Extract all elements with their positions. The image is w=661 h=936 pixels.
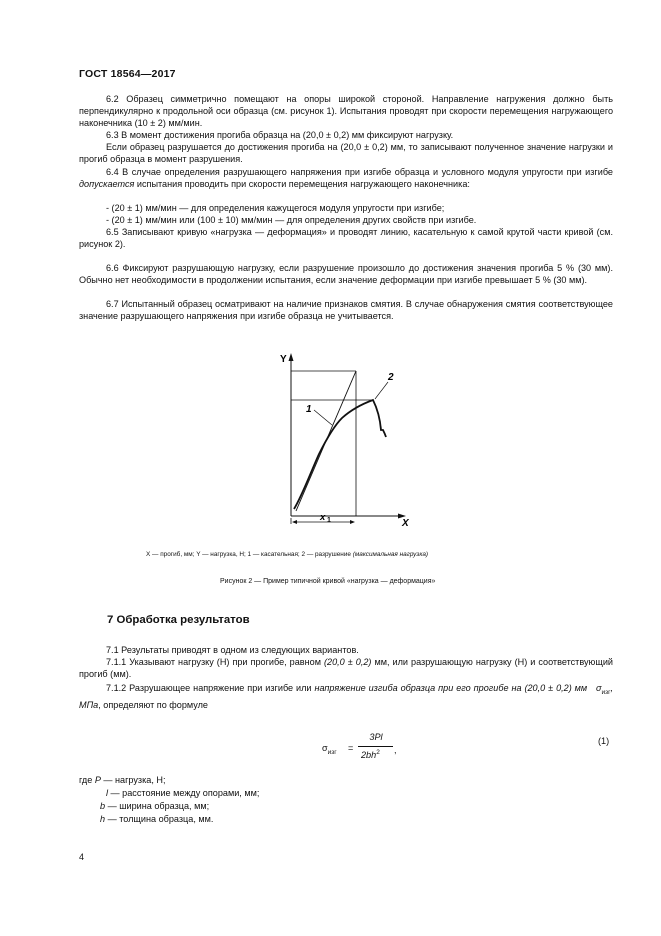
where-text-l: — расстояние между опорами, мм; <box>108 788 260 798</box>
where-symbol-b: b <box>100 801 106 811</box>
where-item-p <box>79 774 613 786</box>
y-axis-label: Y <box>280 354 287 365</box>
legend-italic: (максимальная нагрузка) <box>352 551 429 558</box>
p7-1-2-sigma: σ <box>596 683 602 693</box>
paragraph-6-5: 6.5 Записывают кривую «нагрузка — деформация» и проводят линию, касательную к самой крутой части кривой (см. рисунок 2). <box>79 227 613 250</box>
list-item-2: - (20 ± 1) мм/мин или (100 ± 10) мм/мин — для определения других свойств при изгибе. <box>106 215 477 225</box>
formula-comma: , <box>394 745 397 755</box>
fraction-bar <box>358 746 393 747</box>
formula-den-sup: 2 <box>376 749 380 756</box>
formula-eq: = <box>348 743 354 753</box>
label-1-leader <box>314 410 332 425</box>
section-7-title: 7 Обработка результатов <box>107 614 250 626</box>
p7-1-2-b: , определяют по формуле <box>98 699 208 710</box>
formula-lhs-sub: изг <box>327 748 337 756</box>
formula-denominator: 2bh <box>361 750 377 761</box>
x-axis-label: X <box>402 518 409 529</box>
label-2: 2 <box>388 372 394 383</box>
p7-1-2-unit: , МПа <box>79 683 613 710</box>
page-number: 4 <box>79 852 85 862</box>
figure-caption: Рисунок 2 — Пример типичной кривой «нагрузка — деформация» <box>220 578 436 585</box>
p6-4-post: испытания проводить при скорости перемещения нагружающего наконечника: <box>134 179 470 190</box>
where-text-p: — нагрузка, Н; <box>100 775 166 785</box>
formula-lhs: σ <box>322 743 328 753</box>
paragraph-6-3: 6.3 В момент достижения прогиба образца на (20,0 ± 0,2) мм фиксируют нагрузку. <box>106 130 454 140</box>
where-pre: где <box>79 775 95 785</box>
x1-arrow-right <box>350 520 355 524</box>
list-item-1: - (20 ± 1) мм/мин — для определения кажущегося модуля упругости при изгибе; <box>106 203 445 213</box>
x1-label: x <box>320 512 326 523</box>
p6-4-italic: допускается <box>79 179 135 190</box>
document-header: ГОСТ 18564—2017 <box>79 68 176 80</box>
where-symbol-p: P <box>94 775 101 785</box>
p7-1-2-sigma-sub: изг <box>601 688 611 696</box>
where-text-h: — толщина образца, мм. <box>105 814 214 824</box>
legend-text: X — прогиб, мм; Y — нагрузка, Н; 1 — касательная; 2 — разрушение <box>146 551 353 558</box>
load-deformation-curve <box>294 400 386 509</box>
p7-1-2-italic: напряжение изгиба образца при его прогибе на (20,0 ± 0,2) мм <box>314 683 588 693</box>
p7-1-1-b: мм, или разрушающую нагрузку (Н) и соответствующий прогиб (мм). <box>79 657 613 680</box>
paragraph-7-1-1 <box>79 656 613 680</box>
formula-1 <box>322 732 412 768</box>
paragraph-6-4 <box>79 166 613 190</box>
formula-number: (1) <box>598 736 610 746</box>
where-symbol-l: l <box>106 788 109 798</box>
where-symbol-h: h <box>100 814 106 824</box>
where-item-l <box>106 787 640 799</box>
paragraph-6-3-cont: Если образец разрушается до достижения прогиба на (20,0 ± 0,2) мм, то записывают полученное значение нагрузки и прогиб образца в момент разрушения. <box>79 142 613 165</box>
paragraph-7-1: 7.1 Результаты приводят в одном из следующих вариантов. <box>106 645 359 655</box>
label-1: 1 <box>306 404 312 415</box>
p7-1-1-a: 7.1.1 Указывают нагрузку (Н) при прогибе, равном <box>106 657 324 667</box>
label-2-leader <box>375 382 388 399</box>
paragraph-6-7: 6.7 Испытанный образец осматривают на наличие признаков смятия. В случае обнаружения смятия соответствующее значение разрушающего напряжения при изгибе образца не учитывается. <box>79 299 613 322</box>
x1-label-sub: 1 <box>327 517 331 524</box>
paragraph-7-1-2 <box>79 682 613 711</box>
where-item-h <box>100 813 634 825</box>
paragraph-6-6: 6.6 Фиксируют разрушающую нагрузку, если разрушение произошло до достижения значения прогиба 5 % (30 мм). Обычно нет необходимости в продолжении испытания, если значение деформации при изгибе превышает 5 % (30 мм). <box>79 263 613 286</box>
figure-legend <box>146 551 428 558</box>
where-text-b: — ширина образца, мм; <box>105 801 210 811</box>
p7-1-1-italic: (20,0 ± 0,2) <box>324 657 372 667</box>
p7-1-2-a: 7.1.2 Разрушающее напряжение при изгибе или <box>106 683 315 693</box>
p6-4-pre: 6.4 В случае определения разрушающего напряжения при изгибе образца и условного модуля упругости при изгибе <box>106 167 613 177</box>
x1-arrow-left <box>292 520 297 524</box>
formula-numerator: 3Pl <box>369 732 383 742</box>
load-deformation-figure <box>270 346 430 536</box>
y-axis-arrow <box>289 353 294 361</box>
paragraph-6-2: 6.2 Образец симметрично помещают на опоры широкой стороной. Направление нагружения должно быть перпендикулярно к продольной оси образца (см. рисунок 1). Испытания проводят при скорости перемещения нагружающего наконечника (10 ± 2) мм/мин. <box>79 94 613 129</box>
where-item-b <box>100 800 634 812</box>
